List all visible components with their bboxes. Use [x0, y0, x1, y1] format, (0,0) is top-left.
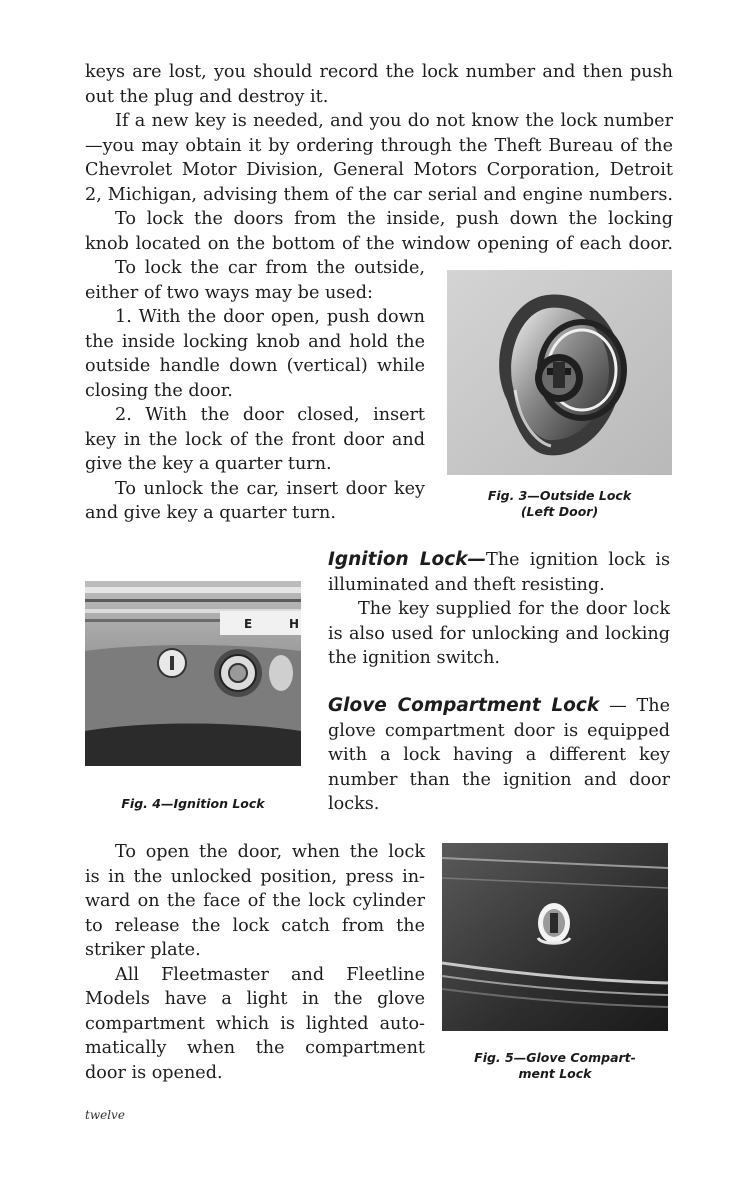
- open-line-5: striker plate.: [85, 940, 201, 960]
- outside-line-9: give the key a quarter turn.: [85, 454, 332, 474]
- intro-line-6: 2, Michigan, advising them of the car serial and engine numbers.: [85, 184, 673, 205]
- open-line-3: ward on the face of the lock cylinder: [85, 891, 425, 911]
- ignition-line-4: is also used for unlocking and locking: [328, 623, 670, 644]
- open-line-6: All Fleetmaster and Fleetline: [115, 964, 425, 985]
- open-line-1: To open the door, when the lock: [115, 842, 425, 862]
- fig4-dash-letter-h: H: [289, 617, 300, 631]
- intro-line-7: To lock the doors from the inside, push down the locking: [115, 209, 673, 229]
- fig3-caption-line-1: Fig. 3—Outside Lock: [487, 488, 632, 503]
- fig4-ignition-lock-photo: [85, 581, 301, 766]
- open-line-10: door is opened.: [85, 1062, 223, 1083]
- fig4-dash-letter-e: E: [244, 617, 253, 631]
- open-line-7: Models have a light in the glove: [85, 989, 425, 1009]
- intro-line-8: knob located on the bottom of the window opening of each door.: [85, 233, 673, 254]
- intro-line-1: keys are lost, you should record the lock number and then push: [85, 62, 673, 82]
- fig5-caption-line-1: Fig. 5—Glove Compart-: [474, 1050, 636, 1065]
- ignition-line-2: illuminated and theft resisting.: [328, 574, 605, 595]
- intro-line-2: out the plug and destroy it.: [85, 86, 329, 107]
- outside-line-1: To lock the car from the outside,: [115, 258, 425, 278]
- glove-line-5: locks.: [328, 794, 380, 814]
- fig5-glove-lock-photo: [442, 843, 668, 1031]
- outside-line-4: the inside locking knob and hold the: [85, 331, 425, 352]
- intro-line-4: —you may obtain it by ordering through the Theft Bureau of the: [85, 135, 673, 156]
- glove-first-line: [328, 694, 670, 719]
- outside-line-8: key in the lock of the front door and: [85, 429, 425, 450]
- fig5-caption-line-2: ment Lock: [518, 1066, 592, 1081]
- outside-line-3: 1. With the door open, push down: [115, 307, 425, 327]
- outside-line-7: 2. With the door closed, insert: [115, 405, 425, 425]
- page-folio: twelve: [85, 1108, 125, 1122]
- intro-line-3: If a new key is needed, and you do not know the lock number: [115, 111, 673, 131]
- glove-line-3: with a lock having a different key: [328, 745, 670, 765]
- outside-line-2: either of two ways may be used:: [85, 282, 373, 303]
- outside-line-5: outside handle down (vertical) while: [85, 356, 425, 376]
- intro-line-5: Chevrolet Motor Division, General Motors Corporation, Detroit: [85, 160, 673, 180]
- ignition-first-line: [328, 548, 670, 573]
- outside-line-11: and give key a quarter turn.: [85, 503, 336, 523]
- ignition-line-5: the ignition switch.: [328, 648, 501, 668]
- glove-first-word: The: [636, 696, 671, 716]
- glove-line-2: glove compartment door is equipped: [328, 720, 670, 741]
- fig3-caption-line-2: (Left Door): [520, 504, 599, 519]
- ignition-line-3: The key supplied for the door lock: [358, 599, 670, 619]
- open-line-4: to release the lock catch from the: [85, 915, 425, 936]
- fig4-caption: Fig. 4—Ignition Lock: [121, 796, 265, 811]
- ignition-heading: Ignition Lock—: [328, 549, 487, 570]
- fig3-outside-lock-photo: [447, 270, 672, 475]
- open-line-9: matically when the compartment: [85, 1038, 425, 1058]
- open-line-2: is in the unlocked position, press in-: [85, 866, 425, 887]
- open-line-8: compartment which is lighted auto-: [85, 1013, 425, 1034]
- outside-line-10: To unlock the car, insert door key: [115, 478, 425, 499]
- glove-line-4: number than the ignition and door: [328, 769, 670, 790]
- outside-line-6: closing the door.: [85, 380, 233, 401]
- glove-heading: Glove Compartment Lock: [328, 695, 600, 716]
- ignition-line-1: The ignition lock is: [486, 550, 670, 570]
- glove-dash: —: [609, 696, 627, 716]
